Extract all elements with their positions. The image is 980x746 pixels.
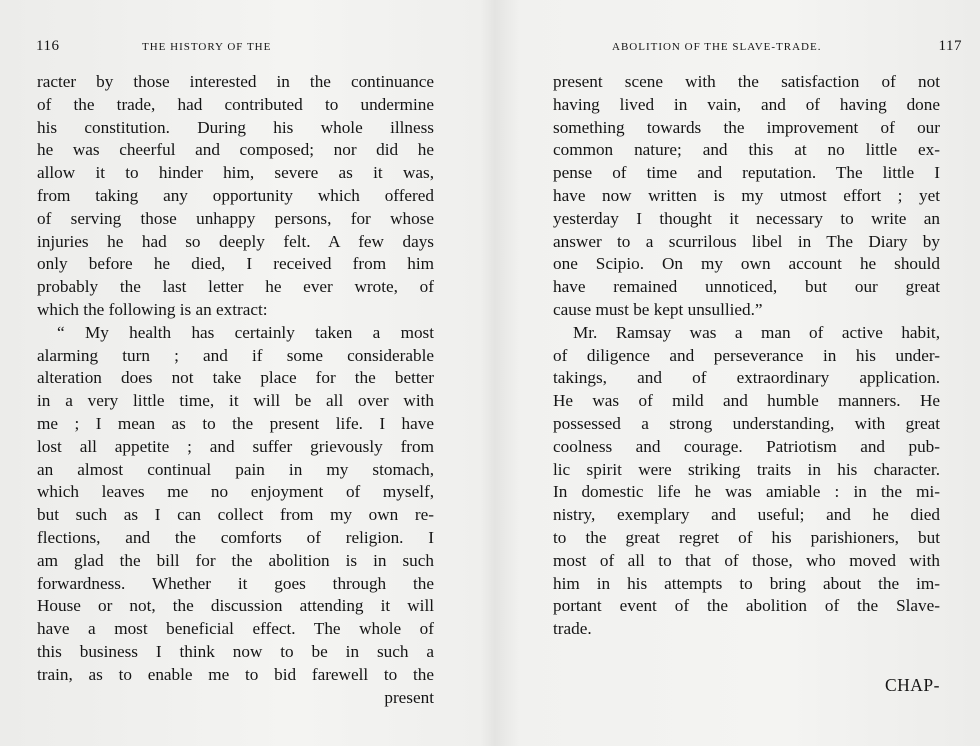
text-line: him in his attempts to bring about the im- bbox=[553, 573, 940, 593]
text-line: most of all to that of those, who moved with bbox=[553, 550, 940, 570]
text-line: Mr. Ramsay was a man of active habit, bbox=[573, 322, 940, 342]
text-line: something towards the improvement of our bbox=[553, 117, 940, 137]
text-line: racter by those interested in the continuance bbox=[37, 72, 434, 91]
text-line: me ; I mean as to the present life. I have bbox=[37, 413, 434, 433]
text-line: which leaves me no enjoyment of myself, bbox=[37, 482, 434, 502]
text-line: injuries he had so deeply felt. A few days bbox=[37, 231, 434, 251]
text-line: have a most beneficial effect. The whole of bbox=[37, 619, 434, 639]
text-line: In domestic life he was amiable : in the mi- bbox=[553, 482, 940, 502]
text-line: coolness and courage. Patriotism and pub- bbox=[553, 436, 940, 456]
text-line: forwardness. Whether it goes through the bbox=[37, 573, 434, 593]
catchword: present bbox=[384, 687, 434, 707]
text-line: portant event of the abolition of the Slave- bbox=[553, 596, 940, 616]
text-line: train, as to enable me to bid farewell to the bbox=[37, 664, 434, 684]
right-page-body bbox=[553, 71, 940, 641]
text-line: trade. bbox=[553, 619, 592, 639]
text-line: pense of time and reputation. The little I bbox=[553, 163, 940, 183]
text-line: to the great regret of his parishioners, but bbox=[553, 527, 940, 547]
text-line: yesterday I thought it necessary to write an bbox=[553, 208, 940, 228]
page-number: 116 bbox=[36, 38, 60, 54]
text-line: answer to a scurrilous libel in The Diary by bbox=[553, 231, 940, 251]
text-line: probably the last letter he ever wrote, of bbox=[37, 277, 434, 297]
text-line: allow it to hinder him, severe as it was, bbox=[37, 163, 434, 183]
text-line: alteration does not take place for the better bbox=[37, 368, 434, 388]
text-line: flections, and the comforts of religion. I bbox=[37, 527, 434, 547]
right-page bbox=[490, 0, 980, 746]
text-line: cause must be kept unsullied.” bbox=[553, 299, 763, 319]
text-line: but such as I can collect from my own re- bbox=[37, 505, 434, 525]
text-line: alarming turn ; and if some considerable bbox=[37, 345, 434, 365]
text-line: He was of mild and humble manners. He bbox=[553, 391, 940, 411]
text-line: nistry, exemplary and useful; and he died bbox=[553, 505, 940, 525]
text-line: his constitution. During his whole illness bbox=[37, 117, 434, 137]
text-line: an almost continual pain in my stomach, bbox=[37, 459, 434, 479]
text-line: “ My health has certainly taken a most bbox=[57, 322, 434, 342]
text-line: one Scipio. On my own account he should bbox=[553, 254, 940, 274]
text-line: which the following is an extract: bbox=[37, 299, 268, 319]
text-line: of serving those unhappy persons, for whose bbox=[37, 208, 434, 228]
page-number: 117 bbox=[938, 38, 962, 54]
left-page-body bbox=[37, 71, 434, 709]
running-head: ABOLITION OF THE SLAVE-TRADE. bbox=[612, 41, 822, 53]
text-line: from taking any opportunity which offered bbox=[37, 185, 434, 205]
catchword: CHAP- bbox=[884, 675, 940, 695]
text-line: of diligence and perseverance in his under- bbox=[553, 345, 940, 365]
left-page-header bbox=[36, 38, 456, 56]
text-line: possessed a strong understanding, with great bbox=[553, 413, 940, 433]
right-page-header bbox=[612, 38, 962, 56]
text-line: takings, and of extraordinary application. bbox=[553, 368, 940, 388]
text-line: lost all appetite ; and suffer grievously from bbox=[37, 436, 434, 456]
text-line: having lived in vain, and of having done bbox=[553, 94, 940, 114]
running-head: THE HISTORY OF THE bbox=[142, 41, 272, 53]
text-line: present scene with the satisfaction of not bbox=[553, 72, 940, 91]
text-line: House or not, the discussion attending it will bbox=[37, 596, 434, 616]
text-line: lic spirit were striking traits in his character. bbox=[553, 459, 940, 479]
text-line: only before he died, I received from him bbox=[37, 254, 434, 274]
text-line: common nature; and this at no little ex- bbox=[553, 140, 940, 160]
text-line: of the trade, had contributed to undermine bbox=[37, 94, 434, 114]
text-line: in a very little time, it will be all over with bbox=[37, 391, 434, 411]
text-line: have remained unnoticed, but our great bbox=[553, 277, 940, 297]
text-line: he was cheerful and composed; nor did he bbox=[37, 140, 434, 160]
text-line: am glad the bill for the abolition is in such bbox=[37, 550, 434, 570]
text-line: this business I think now to be in such a bbox=[37, 641, 434, 661]
text-line: have now written is my utmost effort ; yet bbox=[553, 185, 940, 205]
